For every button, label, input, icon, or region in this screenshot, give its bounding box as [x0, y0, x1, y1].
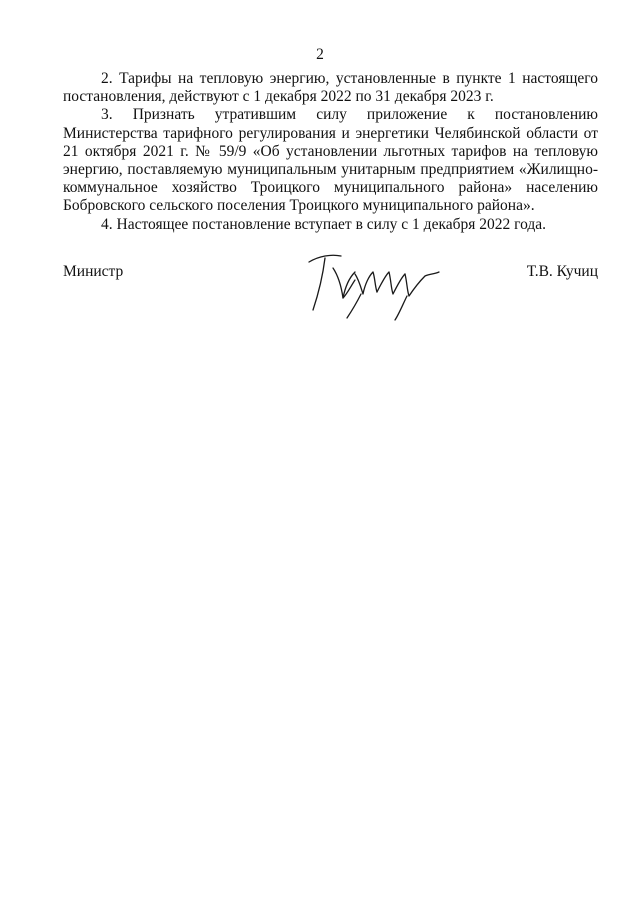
page-number: 2: [316, 46, 324, 63]
document-body: [63, 70, 598, 234]
signature-block: [63, 244, 598, 324]
signer-position: Министр: [63, 263, 124, 280]
signer-name: Т.В. Кучиц: [526, 263, 598, 280]
paragraph-3-repeal: 3. Признать утратившим силу приложение к постановлению Министерства тарифного регулирования и энергетики Челябинской области от 21 октября 2021 г. № 59/9 «Об установлении льготных тарифов на тепловую энергию, поставляемую муниципальным унитарным предприятием «Жилищно-коммунальное хозяйство Троицкого муниципального района» населению Бобровского сельского поселения Троицкого муниципального района».: [63, 106, 598, 215]
paragraph-2-tariff-validity: 2. Тарифы на тепловую энергию, установленные в пункте 1 настоящего постановления, действуют с 1 декабря 2022 по 31 декабря 2023 г.: [63, 70, 598, 106]
handwritten-signature: [303, 244, 443, 324]
paragraph-4-effective-date: 4. Настоящее постановление вступает в силу с 1 декабря 2022 года.: [101, 215, 547, 233]
